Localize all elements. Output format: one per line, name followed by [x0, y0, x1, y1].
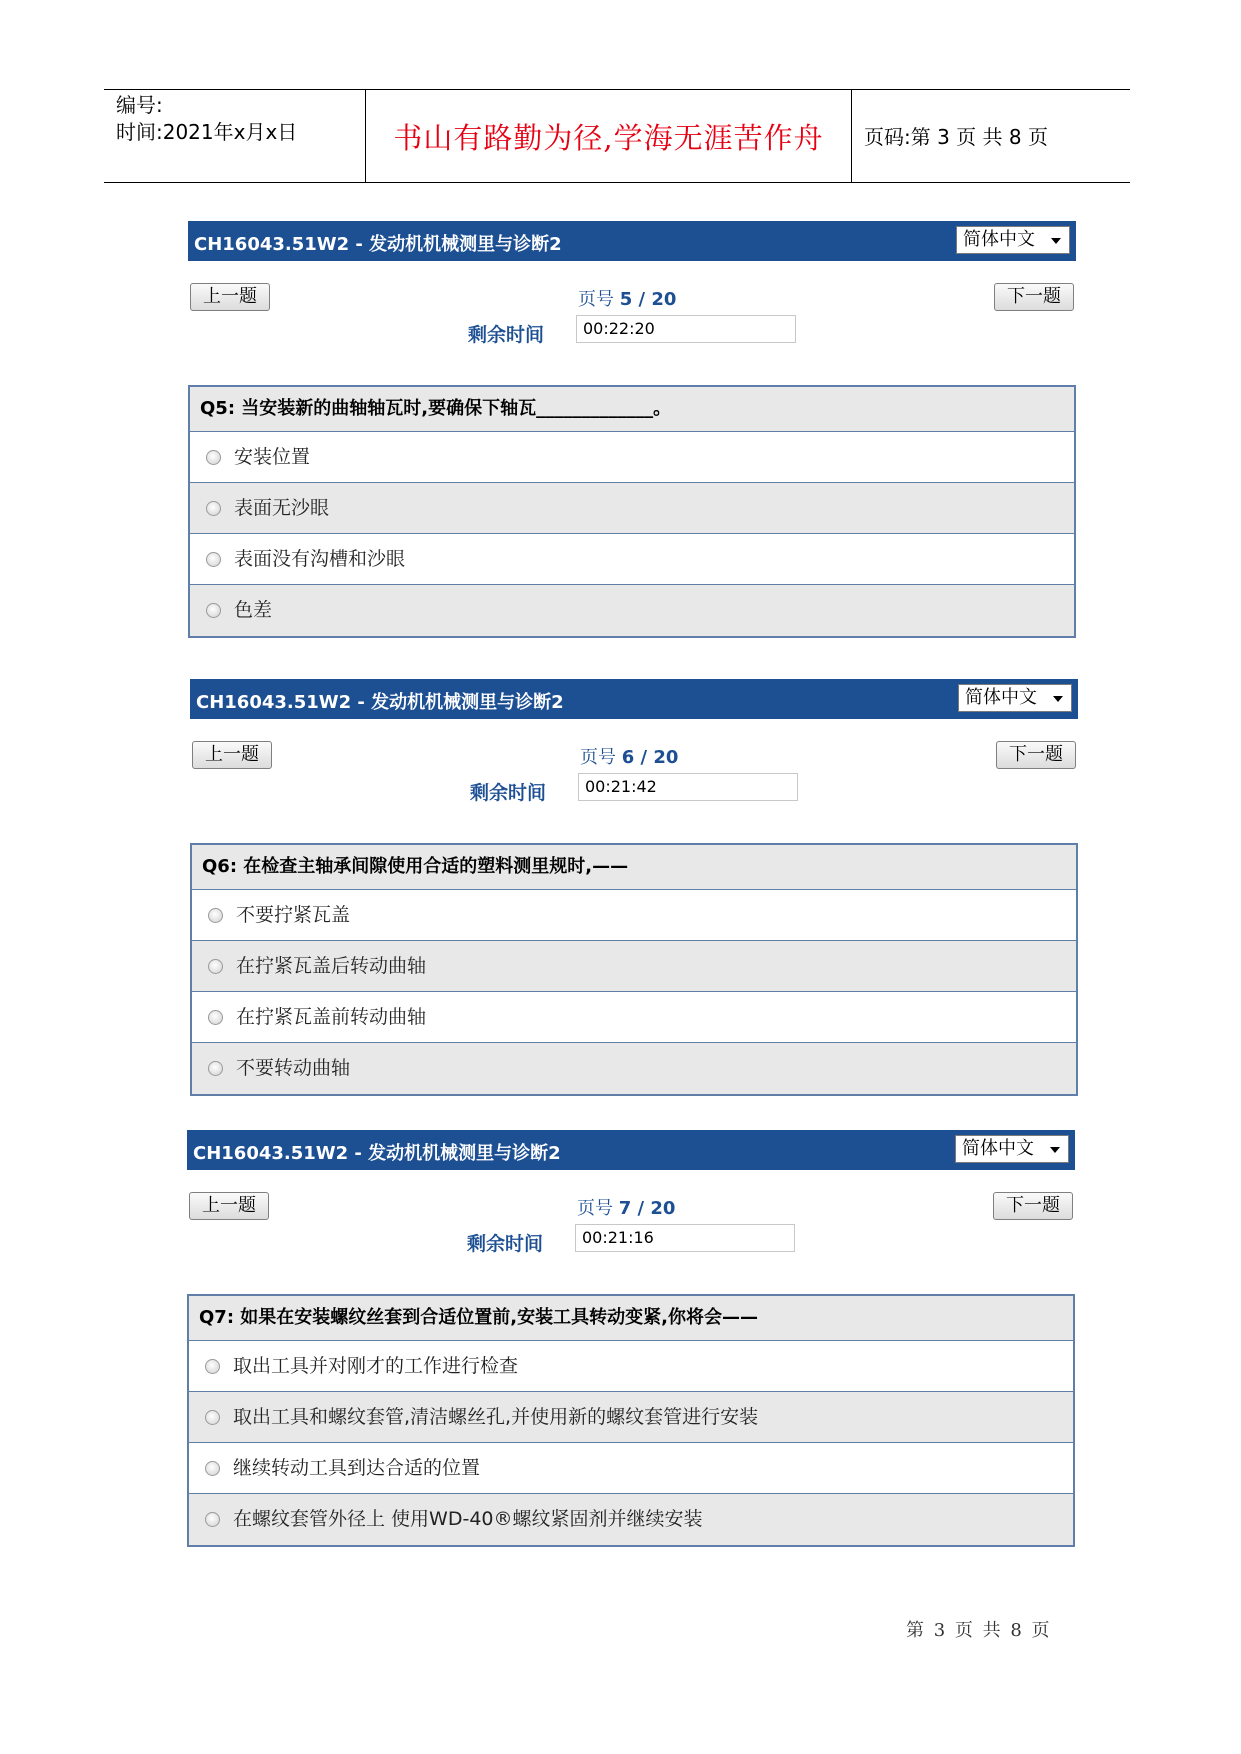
header-divider — [851, 90, 852, 182]
chevron-down-icon — [1051, 238, 1061, 244]
chevron-down-icon — [1050, 1147, 1060, 1153]
date-label: 时间:2021年x月x日 — [116, 120, 298, 144]
remaining-time-field: 00:21:42 — [578, 773, 798, 801]
prev-question-button[interactable]: 上一题 — [190, 283, 270, 311]
option-label: 在拧紧瓦盖后转动曲轴 — [236, 955, 427, 977]
radio-button[interactable] — [205, 1461, 220, 1476]
option-label: 取出工具并对刚才的工作进行检查 — [233, 1355, 519, 1377]
option-label: 取出工具和螺纹套管,清洁螺丝孔,并使用新的螺纹套管进行安装 — [233, 1406, 759, 1428]
option-label: 继续转动工具到达合适的位置 — [233, 1457, 481, 1479]
answer-option[interactable] — [189, 1392, 1073, 1443]
radio-button[interactable] — [206, 552, 221, 567]
number-label: 编号: — [116, 93, 163, 117]
answer-option[interactable] — [190, 585, 1074, 636]
option-label: 表面没有沟槽和沙眼 — [234, 548, 406, 570]
page-number: 7 / 20 — [618, 1198, 676, 1219]
course-title-bar — [190, 679, 1078, 719]
option-label: 在拧紧瓦盖前转动曲轴 — [236, 1006, 427, 1028]
course-title: CH16043.51W2 - 发动机机械测里与诊断2 — [193, 1143, 561, 1164]
answer-option[interactable] — [192, 1043, 1076, 1094]
radio-button[interactable] — [208, 959, 223, 974]
remaining-time-label: 剩余时间 — [470, 782, 547, 804]
remaining-time-field: 00:22:20 — [576, 315, 796, 343]
radio-button[interactable] — [206, 501, 221, 516]
language-value: 简体中文 — [963, 229, 1035, 250]
next-question-button[interactable]: 下一题 — [993, 1192, 1073, 1220]
answer-option[interactable] — [192, 890, 1076, 941]
prev-question-button[interactable]: 上一题 — [192, 741, 272, 769]
radio-button[interactable] — [205, 1512, 220, 1527]
answer-option[interactable] — [190, 432, 1074, 483]
next-question-button[interactable]: 下一题 — [996, 741, 1076, 769]
page-indicator — [577, 1194, 675, 1220]
answer-option[interactable] — [190, 534, 1074, 585]
next-question-button[interactable]: 下一题 — [994, 283, 1074, 311]
page-number: 6 / 20 — [621, 747, 679, 768]
page-indicator — [580, 743, 678, 769]
page-label: 页号 — [577, 1198, 613, 1219]
page-indicator — [578, 285, 676, 311]
option-label: 安装位置 — [234, 446, 311, 468]
question-text: Q7: 如果在安装螺纹丝套到合适位置前,安装工具转动变紧,你将会—— — [189, 1296, 1073, 1341]
question-text: Q5: 当安装新的曲轴轴瓦时,要确保下轴瓦_____________。 — [190, 387, 1074, 432]
radio-button[interactable] — [206, 603, 221, 618]
answer-option[interactable] — [189, 1443, 1073, 1494]
remaining-time-label: 剩余时间 — [468, 324, 545, 346]
page-label: 页号 — [580, 747, 616, 768]
answer-option[interactable] — [189, 1494, 1073, 1545]
header-left-cell — [116, 92, 297, 146]
option-label: 表面无沙眼 — [234, 497, 330, 519]
answer-option[interactable] — [189, 1341, 1073, 1392]
remaining-time-field: 00:21:16 — [575, 1224, 795, 1252]
question-box — [188, 385, 1076, 638]
document-header — [104, 89, 1130, 183]
option-label: 在螺纹套管外径上 使用WD-40®螺纹紧固剂并继续安装 — [233, 1508, 703, 1530]
header-motto: 书山有路勤为径,学海无涯苦作舟 — [393, 120, 824, 155]
course-title-bar — [187, 1130, 1075, 1170]
question-box — [187, 1294, 1075, 1547]
answer-option[interactable] — [192, 992, 1076, 1043]
language-select[interactable] — [958, 684, 1072, 712]
option-label: 不要转动曲轴 — [236, 1057, 351, 1079]
footer-page-number: 第 3 页 共 8 页 — [906, 1620, 1052, 1641]
course-title-bar — [188, 221, 1076, 261]
page-number: 5 / 20 — [619, 289, 677, 310]
radio-button[interactable] — [206, 450, 221, 465]
chevron-down-icon — [1053, 696, 1063, 702]
radio-button[interactable] — [208, 1010, 223, 1025]
question-box — [190, 843, 1078, 1096]
option-label: 不要拧紧瓦盖 — [236, 904, 351, 926]
prev-question-button[interactable]: 上一题 — [189, 1192, 269, 1220]
radio-button[interactable] — [205, 1410, 220, 1425]
course-title: CH16043.51W2 - 发动机机械测里与诊断2 — [196, 692, 564, 713]
answer-option[interactable] — [192, 941, 1076, 992]
remaining-time-label: 剩余时间 — [467, 1233, 544, 1255]
language-value: 简体中文 — [965, 687, 1037, 708]
radio-button[interactable] — [208, 908, 223, 923]
page-label: 页号 — [578, 289, 614, 310]
language-select[interactable] — [955, 1135, 1069, 1163]
option-label: 色差 — [234, 599, 273, 621]
language-select[interactable] — [956, 226, 1070, 254]
language-value: 简体中文 — [962, 1138, 1034, 1159]
answer-option[interactable] — [190, 483, 1074, 534]
radio-button[interactable] — [205, 1359, 220, 1374]
header-page-info: 页码:第 3 页 共 8 页 — [864, 125, 1048, 149]
question-text: Q6: 在检查主轴承间隙使用合适的塑料测里规时,—— — [192, 845, 1076, 890]
course-title: CH16043.51W2 - 发动机机械测里与诊断2 — [194, 234, 562, 255]
radio-button[interactable] — [208, 1061, 223, 1076]
